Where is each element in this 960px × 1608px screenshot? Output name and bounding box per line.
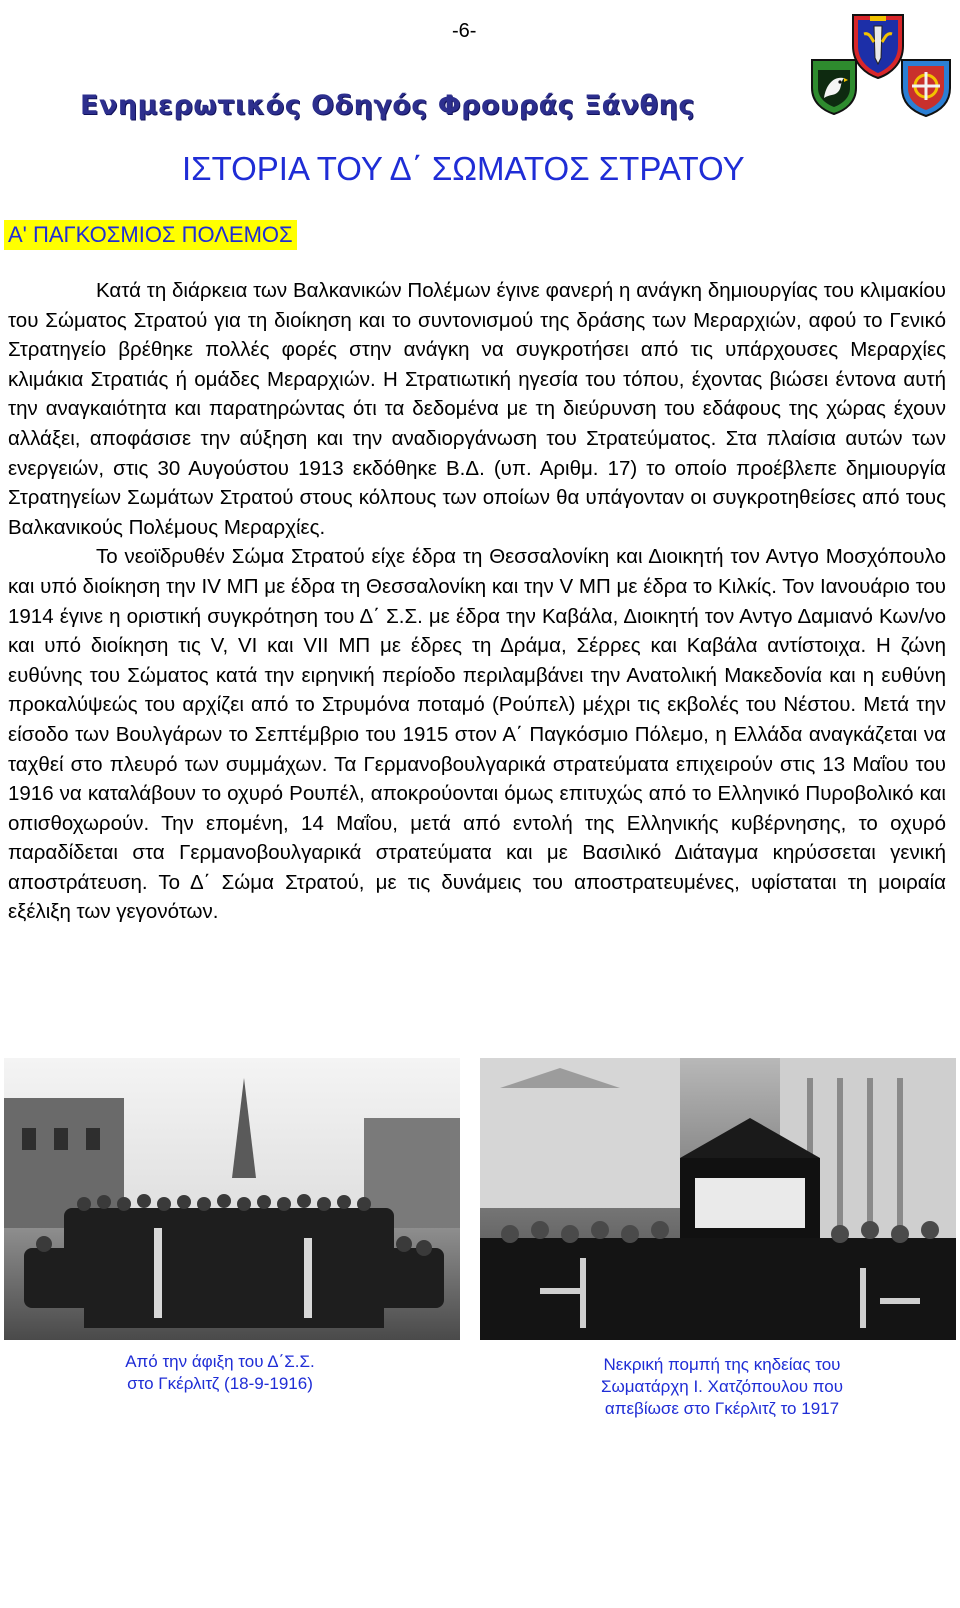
- page-title: ΙΣΤΟΡΙΑ ΤΟΥ Δ΄ ΣΩΜΑΤΟΣ ΣΤΡΑΤΟΥ: [182, 150, 745, 187]
- header-title: Ενημερωτικός Οδηγός Φρουράς Ξάνθης: [80, 90, 695, 121]
- paragraph: Κατά τη διάρκεια των Βαλκανικών Πολέμων έγινε φανερή η ανάγκη δημιουργίας του κλιμακίου του Σώματος Στρατού για τη διοίκηση και το συντονισμού της δράσης των Μεραρχιών, αφού το Γενικό Στρατηγείο βρέθηκε πολλές φορές στην ανάγκη να συγκροτήσει από τις υπάρχουσες Μεραρχίες κλιμάκια Στρατιάς ή ομάδες Μεραρχιών. Η Στρατιωτική ηγεσία του τόπου, έχοντας βιώσει έντονα αυτή την αναγκαιότητα και παρατηρώντας ότι τα δεδομένα με τη διεύρυνση του εδάφους της χώρας έχουν αλλάξει, αποφάσισε την αύξηση και την αναδιοργάνωση του Στρατεύματος. Στα πλαίσια αυτών των ενεργειών, στις 30 Αυγούστου 1913 εκδόθηκε Β.Δ. (υπ. Αριθμ. 17) το οποίο προέβλεπε δημιουργία Στρατηγείων Σωμάτων Στρατού στους κόλπους των οποίων θα υπάγονταν οι συγκροτηθείσες από τους Βαλκανικούς Πολέμους Μεραρχίες.: [8, 279, 946, 539]
- section-label: Α' ΠΑΓΚΟΣΜΙΟΣ ΠΟΛΕΜΟΣ: [4, 220, 297, 250]
- caption-line: απεβίωσε στο Γκέρλιτζ το 1917: [604, 1399, 840, 1418]
- photo-troops-arrival: [4, 1058, 460, 1608]
- body-text: [8, 276, 946, 927]
- regiment-emblem-icon: [900, 58, 952, 123]
- page-number: -6-: [452, 20, 477, 42]
- paragraph: Το νεοϊδρυθέν Σώμα Στρατού είχε έδρα τη Θεσσαλονίκη και Διοικητή τον Αντγο Μοσχόπουλο και υπό διοίκηση την ΙV ΜΠ με έδρα τη Θεσσαλονίκη και την V ΜΠ με έδρα το Κιλκίς. Τον Ιανουάριο του 1914 έγινε η οριστική συγκρότηση του Δ΄ Σ.Σ. με έδρα την Καβάλα, Διοικητή τον Αντγο Δαμιανό Κων/νο και υπό διοίκηση τις V, VI και VII ΜΠ με έδρες τη Δράμα, Σέρρες και Καβάλα αντίστοιχα. Η ζώνη ευθύνης του Σώματος κατά την ειρηνική περίοδο περιλαμβάνει την Ανατολική Μακεδονία και η ευθύνη προκαλύψεώς του αρχίζει από το Στρυμόνα ποταμό (Ρούπελ) μέχρι τις εκβολές του Νέστου. Μετά την είσοδο των Βουλγάρων το Σεπτέμβριο του 1915 στον Α΄ Παγκόσμιο Πόλεμο, η Ελλάδα αναγκάζεται να ταχθεί στο πλευρό των συμμάχων. Τα Γερμανοβουλγαρικά στρατεύματα επιχειρούν στις 13 Μαΐου του 1916 να καταλάβουν το οχυρό Ρουπέλ, αποκρούονται όμως επιτυχώς από το Ελληνικό Πυροβολικό και οπισθοχωρούν. Την επομένη, 14 Μαΐου, μετά από εντολή της Ελληνικής κυβέρνησης, το οχυρό παραδίδεται στα Γερμανοβουλγαρικά στρατεύματα και με Βασιλικό Διάταγμα κηρύσσεται γενική αποστράτευση. Το Δ΄ Σώμα Στρατού, με τις δυνάμεις του αποστρατευμένες, υφίσταται τη μοιραία εξέλιξη των γεγονότων.: [8, 545, 946, 924]
- caption-line: Σωματάρχη Ι. Χατζόπουλου που: [600, 1377, 844, 1396]
- photo-funeral-procession: [480, 1058, 956, 1608]
- eagle-emblem-icon: [810, 58, 858, 121]
- caption-line: Νεκρική πομπή της κηδείας του: [603, 1355, 841, 1374]
- army-corps-emblem-icon: [850, 12, 906, 85]
- caption-line: στο Γκέρλιτζ (18-9-1916): [127, 1374, 313, 1393]
- caption-line: Από την άφιξη του Δ΄Σ.Σ.: [125, 1352, 315, 1371]
- caption-right: [572, 1354, 872, 1420]
- caption-left: [100, 1351, 340, 1395]
